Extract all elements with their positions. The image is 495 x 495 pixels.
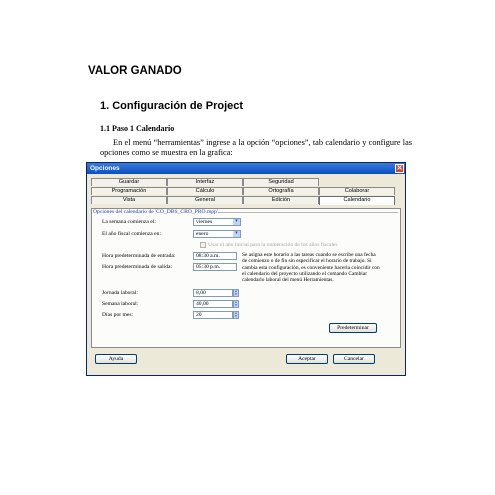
tab-edicion[interactable]: Edición — [243, 196, 319, 204]
spin-down-icon[interactable]: ▼ — [234, 292, 238, 296]
calendar-group-label: Opciones del calendario de 'CO_DBS_CRO_PRO.mpp' — [93, 209, 218, 215]
fiscal-start-label: El año fiscal comienza en: — [102, 231, 162, 237]
cancel-button[interactable]: Cancelar — [333, 354, 375, 364]
week-start-value: viernes — [196, 219, 213, 225]
instruction-text: En el menú “herramientas” ingrese a la opción “opciones”, tab calendario y configure las opciones como se muestra en la grafica: — [100, 138, 412, 157]
week-start-label: La semana comienza el: — [102, 219, 156, 225]
spin-up-icon[interactable]: ▲ — [234, 311, 238, 315]
hours-per-week-input[interactable]: 40,00 — [193, 300, 233, 308]
tab-seguridad[interactable]: Seguridad — [243, 178, 319, 186]
ok-button[interactable]: Aceptar — [286, 354, 328, 364]
tab-ortografia[interactable]: Ortografía — [243, 187, 319, 195]
spin-up-icon[interactable]: ▲ — [234, 289, 238, 293]
chevron-down-icon[interactable]: ▾ — [233, 231, 240, 237]
tab-colaborar[interactable]: Colaborar — [319, 187, 395, 195]
close-icon[interactable]: ✕ — [396, 165, 403, 172]
hours-per-day-label: Jornada laboral: — [102, 290, 138, 296]
days-per-month-input[interactable]: 20 — [193, 311, 233, 319]
start-time-label: Hora predeterminada de entrada: — [102, 253, 176, 259]
document-heading: VALOR GANADO — [88, 65, 182, 77]
set-default-button[interactable]: Predeterminar — [329, 323, 377, 333]
group-divider — [218, 212, 398, 213]
end-time-input[interactable]: 05:30 p.m. — [193, 263, 237, 271]
fiscal-year-checkbox-label: Usar el año inicial para la numeración de los años fiscales — [208, 242, 338, 248]
chevron-down-icon[interactable]: ▾ — [233, 219, 240, 225]
fiscal-start-dropdown[interactable] — [193, 230, 241, 238]
end-time-label: Hora predeterminada de salida: — [102, 264, 173, 270]
time-help-note: Se asigna este horario a las tareas cuando se escribe una fecha de comienzo o de fin sin especificar el horario de trabajo. Si cambia esta configuración, es conveniente hacerla coincidir con el calendario del proyecto utilizando el comando Cambiar calendario laboral del menú Herramientas. — [242, 252, 380, 284]
tab-row-1 — [91, 178, 401, 186]
days-per-month-stepper[interactable] — [233, 311, 239, 319]
hours-per-week-label: Semana laboral: — [102, 301, 139, 307]
section-heading: 1. Configuración de Project — [100, 100, 244, 112]
dialog-titlebar — [87, 163, 405, 174]
fiscal-year-checkbox[interactable] — [200, 242, 206, 248]
subsection-heading: 1.1 Paso 1 Calendario — [100, 124, 175, 133]
tab-calendario[interactable]: Calendario — [319, 196, 395, 205]
help-button[interactable]: Ayuda — [95, 354, 137, 364]
tab-interfaz[interactable]: Interfaz — [167, 178, 243, 186]
fiscal-start-value: enero — [196, 231, 209, 237]
hours-per-day-input[interactable]: 8,00 — [193, 289, 233, 297]
hours-per-day-stepper[interactable] — [233, 289, 239, 297]
tab-row-3 — [91, 196, 401, 204]
tab-guardar[interactable]: Guardar — [91, 178, 167, 186]
instruction-paragraph — [100, 138, 412, 158]
days-per-month-label: Días por mes: — [102, 312, 134, 318]
spin-down-icon[interactable]: ▼ — [234, 303, 238, 307]
hours-per-week-stepper[interactable] — [233, 300, 239, 308]
tab-programacion[interactable]: Programación — [91, 187, 167, 195]
tab-row-2 — [91, 187, 401, 195]
spin-down-icon[interactable]: ▼ — [234, 314, 238, 318]
tab-calculo[interactable]: Cálculo — [167, 187, 243, 195]
dialog-title: Opciones — [90, 165, 120, 172]
tab-general[interactable]: General — [167, 196, 243, 204]
spin-up-icon[interactable]: ▲ — [234, 300, 238, 304]
start-time-input[interactable]: 08:30 a.m. — [193, 252, 237, 260]
tab-vista[interactable]: Vista — [91, 196, 167, 204]
week-start-dropdown[interactable] — [193, 218, 241, 226]
